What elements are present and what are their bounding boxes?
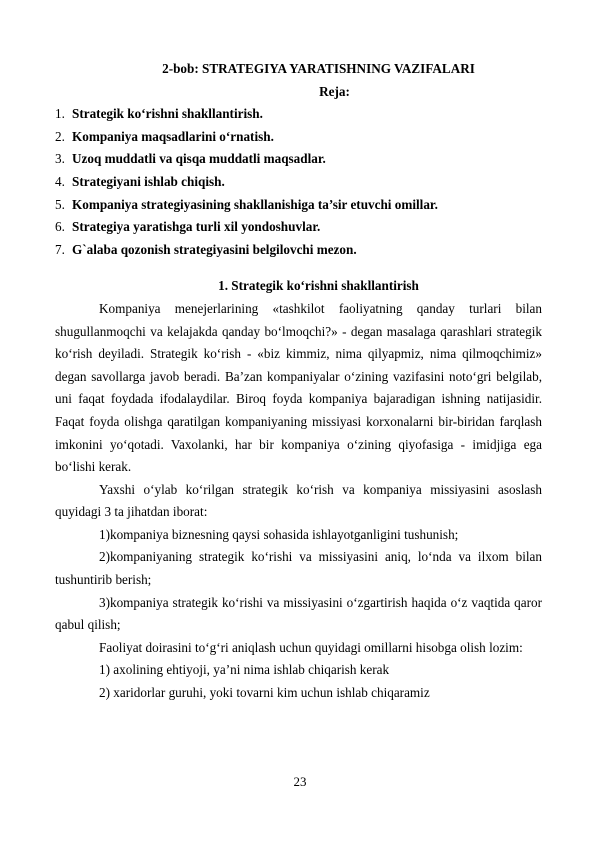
plan-list [55, 103, 542, 261]
plan-item [55, 126, 542, 149]
plan-item-text: Strategiya yaratishga turli xil yondoshuvlar. [72, 219, 321, 235]
body-list-item: 1) axolining ehtiyoji, ya’ni nima ishlab chiqarish kerak [99, 662, 390, 678]
document-page [55, 58, 542, 705]
body-paragraph: Faoliyat doirasini to‘g‘ri aniqlash uchun quyidagi omillarni hisobga olish lozim: [99, 639, 523, 655]
plan-item-text: Strategiyani ishlab chiqish. [72, 173, 225, 189]
section-title: 1. Strategik ko‘rishni shakllantirish [218, 278, 419, 294]
plan-item [55, 171, 542, 194]
plan-item-number: 2. [55, 128, 65, 144]
plan-item-text: Uzoq muddatli va qisqa muddatli maqsadlar. [72, 151, 326, 167]
plan-item-number: 7. [55, 241, 65, 257]
plan-title: Reja: [319, 83, 350, 99]
plan-item [55, 194, 542, 217]
body-list-item: 2)kompaniyaning strategik ko‘rishi va missiyasini aniq, lo‘nda va ilxom bilan tushuntirib berish; [55, 549, 542, 588]
body-list-item: 1)kompaniya biznesning qaysi sohasida ishlayotganligini tushunish; [99, 526, 459, 542]
body-paragraph: Yaxshi o‘ylab ko‘rilgan strategik ko‘rish va kompaniya missiyasini asoslash quyidagi 3 ta jihatdan iborat: [55, 481, 542, 520]
plan-item-number: 5. [55, 196, 65, 212]
plan-item [55, 216, 542, 239]
body-list-item: 3)kompaniya strategik ko‘rishi va missiyasini o‘zgartirish haqida o‘z vaqtida qaror qabul qilish; [55, 594, 542, 633]
plan-item-text: Strategik ko‘rishni shakllantirish. [72, 106, 263, 122]
spacer [55, 261, 542, 273]
body-paragraph: Kompaniya menejerlarining «tashkilot faoliyatning qanday turlari bilan shugullanmoqchi va kelajakda qanday bo‘lmoqchi?» - degan masalaga qarashlari strategik ko‘rish deyiladi. Strategik ko‘rish - «biz kimmiz, nima qilyapmiz, nima qilmoqchimiz» degan savollarga javob beradi. Ba’zan kompaniyalar o‘zining vazifasini noto‘gri belgilab, uni faqat foydada ifodalaydilar. Biroq foyda kompaniya bajaradigan ishning natijasidir. Faqat foyda olishga qaratilgan kompaniyaning missiyasi korxonalarni bir-biridan farqlash imkonini yo‘qotadi. Vaxolanki, har bir kompaniya o‘zining qiyofasiga - imidjiga ega bo‘lishi kerak. [55, 300, 542, 475]
plan-item-text: Kompaniya maqsadlarini o‘rnatish. [72, 128, 274, 144]
plan-item-number: 6. [55, 219, 65, 235]
chapter-title: 2-bob: STRATEGIYA YARATISHNING VAZIFALARI [162, 61, 475, 76]
plan-item-text: Kompaniya strategiyasining shakllanishiga ta’sir etuvchi omillar. [72, 196, 438, 212]
plan-item [55, 148, 542, 171]
plan-item-number: 1. [55, 106, 65, 122]
body-list-item: 2) xaridorlar guruhi, yoki tovarni kim uchun ishlab chiqaramiz [99, 685, 430, 701]
plan-item [55, 103, 542, 126]
plan-item-number: 4. [55, 173, 65, 189]
page-number: 23 [293, 774, 307, 789]
plan-item [55, 239, 542, 262]
plan-item-number: 3. [55, 151, 65, 167]
plan-item-text: G`alaba qozonish strategiyasini belgilovchi mezon. [72, 241, 357, 257]
